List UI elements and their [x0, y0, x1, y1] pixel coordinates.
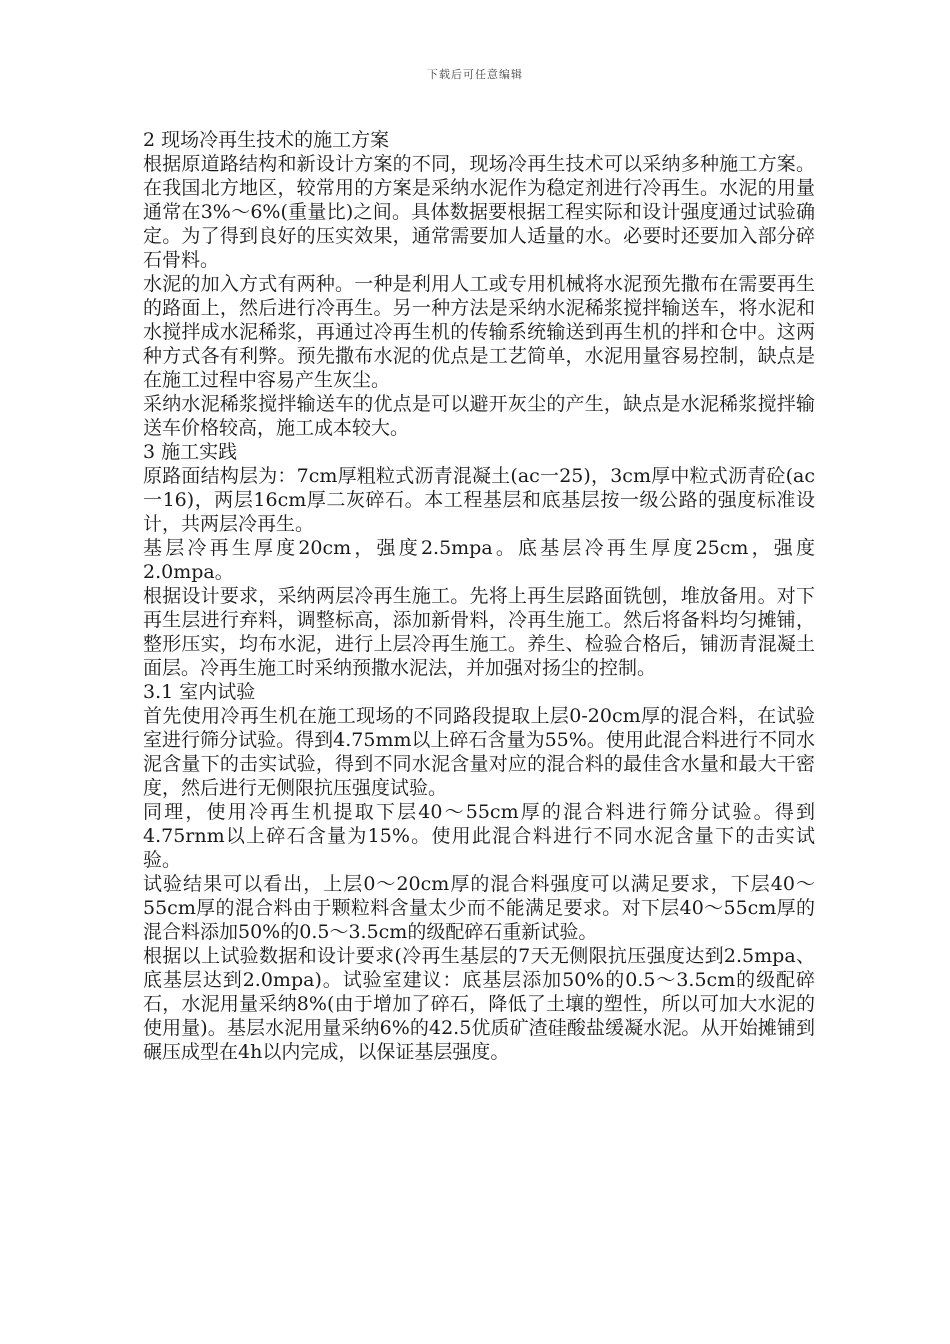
section-3-1-paragraph-4: 根据以上试验数据和设计要求(冷再生基层的7天无侧限抗压强度达到2.5mpa、底基层达到2.0mpa)。试验室建议：底基层添加50%的0.5～3.5cm的级配碎石，水泥用量采纳8%(由于增加了碎石，降低了土壤的塑性，所以可加大水泥的使用量)。基层水泥用量采纳6%的42.5优质矿渣硅酸盐缓凝水泥。从开始摊铺到碾压成型在4h以内完成，以保证基层强度。 [143, 945, 815, 1063]
section-3-paragraph-3: 根据设计要求，采纳两层冷再生施工。先将上再生层路面铣刨，堆放备用。对下再生层进行弃料，调整标高，添加新骨料，冷再生施工。然后将备料均匀摊铺，整形压实，均布水泥，进行上层冷再生施工。养生、检验合格后，铺沥青混凝土面层。冷再生施工时采纳预撒水泥法，并加强对扬尘的控制。 [143, 585, 815, 679]
section-2-heading: 2 现场冷再生技术的施工方案 [143, 129, 390, 151]
section-3-1-paragraph-1: 首先使用冷再生机在施工现场的不同路段提取上层0-20cm厚的混合料，在试验室进行筛分试验。得到4.75mm以上碎石含量为55%。使用此混合料进行不同水泥含量下的击实试验，得到不同水泥含量对应的混合料的最佳含水量和最大干密度，然后进行无侧限抗压强度试验。 [143, 705, 815, 799]
section-3-1-paragraph-2: 同理，使用冷再生机提取下层40～55cm厚的混合料进行筛分试验。得到4.75rnm以上碎石含量为15%。使用此混合料进行不同水泥含量下的击实试验。 [143, 801, 815, 871]
section-2-paragraph-2: 水泥的加入方式有两种。一种是利用人工或专用机械将水泥预先撒布在需要再生的路面上，然后进行冷再生。另一种方法是采纳水泥稀浆搅拌输送车，将水泥和水搅拌成水泥稀浆，再通过冷再生机的传输系统输送到再生机的拌和仓中。这两种方式各有利弊。预先撒布水泥的优点是工艺简单，水泥用量容易控制，缺点是在施工过程中容易产生灰尘。 [143, 273, 815, 391]
section-3-1-paragraph-3: 试验结果可以看出，上层0～20cm厚的混合料强度可以满足要求，下层40～55cm厚的混合料由于颗粒料含量太少而不能满足要求。对下层40～55cm厚的混合料添加50%的0.5～3.5cm的级配碎石重新试验。 [143, 873, 815, 943]
section-2-paragraph-3: 采纳水泥稀浆搅拌输送车的优点是可以避开灰尘的产生，缺点是水泥稀浆搅拌输送车价格较高，施工成本较大。 [143, 393, 815, 439]
section-2-paragraph-1: 根据原道路结构和新设计方案的不同，现场冷再生技术可以采纳多种施工方案。在我国北方地区，较常用的方案是采纳水泥作为稳定剂进行冷再生。水泥的用量通常在3%～6%(重量比)之间。具体数据要根据工程实际和设计强度通过试验确定。为了得到良好的压实效果，通常需要加人适量的水。必要时还要加入部分碎石骨料。 [143, 153, 815, 271]
page-header-note: 下载后可任意编辑 [427, 68, 523, 81]
section-3-heading: 3 施工实践 [143, 441, 238, 463]
section-3-paragraph-2: 基层冷再生厚度20cm，强度2.5mpa。底基层冷再生厚度25cm，强度2.0mpa。 [143, 537, 815, 583]
section-3-paragraph-1: 原路面结构层为：7cm厚粗粒式沥青混凝土(ac一25)，3cm厚中粒式沥青砼(ac一16)，两层16cm厚二灰碎石。本工程基层和底基层按一级公路的强度标准设计，共两层冷再生。 [143, 465, 815, 535]
section-3-1-heading: 3.1 室内试验 [143, 681, 256, 703]
document-body [143, 128, 815, 1064]
